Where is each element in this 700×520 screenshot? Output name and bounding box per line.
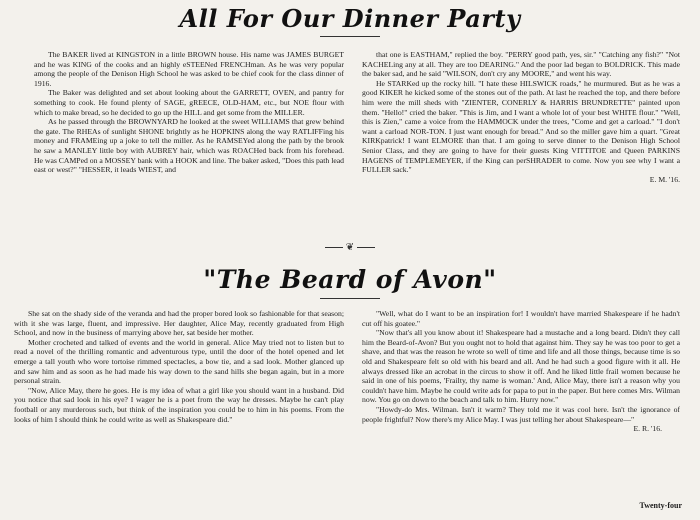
article1-column-left — [34, 50, 344, 175]
article-title-beard-of-avon: "The Beard of Avon" — [203, 265, 497, 294]
paragraph: "Howdy-do Mrs. Wilman. Isn't it warm? They told me it was cool here. Isn't the ignorance of people frightful? Now there's my Alice May. I was just telling her about Shakespeare—" — [362, 404, 680, 424]
signature: E. R. '16. — [633, 424, 662, 434]
section-divider-ornament: ❦ — [0, 242, 700, 253]
paragraph: The Baker was delighted and set about looking about the GARRETT, OVEN, and pantry for something to cook. He found plenty of SAGE, gREECE, OLD-HAM, etc., but NOE flour with which to make bread, so he decided to go up the HILL and get some from the MILLER. — [34, 88, 344, 117]
paragraph: He STARKed up the rocky hill. "I hate these HILSWICK roads," he murmured. But as he was a good KIKER he kicked some of the stones out of the path. At last he reached the top, and there before him were the mill sheds with "ZIENTER, CONERLY & HARRIS BRUNDRETTE" painted upon them. "Hello!" cried the baker. "This is Jim, and I want a whole lot of your best WHITE flour." "Well, this is Zien," came a voice from the HAMMOCK under the trees, "Come and get a carload." "I don't want a carload NOR-TON. I just want enough for bread." And so the miller gave him a quart. "Great KIRKpatrick! I want ELMORE than that. I am going to serve dinner to the Denison High School Senior Class, and they are going to have for their guests King VITTITOE and Queen PARKINS HAGENS of TEMPLEMEYER, if the King can perSHRADER to come. Now you see why I want a FULLER sack." — [362, 78, 680, 175]
paragraph: As he passed through the BROWNYARD he looked at the sweet WILLIAMS that grew behind the gate. The RHEAs of sunlight SHONE brightly as he HOPKINS along the way RATLIFFing his money and FRAMEing up a joke to tell the miller. As he RAMSEYed along the path by the brook he saw a MANLEY little boy with AUBREY hair, which was ROACHed back from his forehead. He was CAMPed on a MOSSEY bank with a HOOK and line. The baker asked, "Does this path lead east or west?" "HESSER, it leads WIEST, and — [34, 117, 344, 175]
title-underline — [320, 36, 380, 37]
paragraph: "Now that's all you know about it! Shakespeare had a mustache and a long beard. Didn't they call him the Beard-of-Avon? But you ought not to hold that against him. They say he was too poor to get a shave, and that was the reason he wrote so well of time and life and all those things, because time is so old and Shakespeare felt so old with his beard and all. And he had such a good figure with it all. He always dressed like an acrobat in the circus to show it off. And he liked little frail women because he said in one of his poems, 'Frailty, thy name is woman.' And, Alice May, there isn't a reason why you couldn't have him. Maybe he could write ads for papa to put in the paper. But here comes Mrs. Wilman now. You go on down to the beach and talk to him. Hurry now." — [362, 328, 680, 405]
article1-column-right — [362, 50, 680, 184]
paragraph: "Well, what do I want to be an inspiration for! I wouldn't have married Shakespeare if he hadn't cut off his goatee." — [362, 309, 680, 328]
title-underline — [320, 298, 380, 299]
paragraph: The BAKER lived at KINGSTON in a little BROWN house. His name was JAMES BURGET and he was KING of the cooks and an highly eSTEENed FRENCHman. As he was very popular among the people of the Denison High School he was asked to be chief cook for the class dinner of 1916. — [34, 50, 344, 88]
article-title-dinner-party: All For Our Dinner Party — [179, 4, 521, 33]
paragraph: "Now, Alice May, there he goes. He is my idea of what a girl like you should want in a husband. Did you notice that sad look in his eye? I wager he is a poet from the way he dresses. Maybe he can't play football or any murderous such, but think of the inspiration you could be to him in his poems. From the looks of him I should think he could write as well as Shakespeare did." — [14, 385, 344, 424]
signature: E. M. '16. — [649, 174, 680, 184]
paragraph: Mother crocheted and talked of events and the world in general. Alice May tried not to listen but to read a novel of the thrilling romantic and adventurous type, until the door of the hotel opened and let emerge a tall youth who wore tortoise rimmed spectacles, a bow tie, and a sad look. Mother glanced up and saw him and as soon as he had made his way down to the sand hills she began again, but in a more personal strain. — [14, 337, 344, 386]
paragraph: that one is EASTHAM," replied the boy. "PERRY good path, yes, sir." "Catching any fish?" "Not KACHELing any at all. They are too DEARING." And the poor lad began to BOLDRICK. This made the baker sad, and he said "WILSON, don't cry any MOORE," and went his way. — [362, 50, 680, 79]
paragraph: She sat on the shady side of the veranda and had the proper bored look so fashionable for that season; with it she was large, fluent, and impressive. Her daughter, Alice May, recently graduated from High School, and now in the business of marrying above her, sat beside her mother. — [14, 309, 344, 338]
article2-column-left — [14, 309, 344, 424]
article2-column-right — [362, 309, 680, 434]
page-number: Twenty-four — [639, 501, 682, 510]
